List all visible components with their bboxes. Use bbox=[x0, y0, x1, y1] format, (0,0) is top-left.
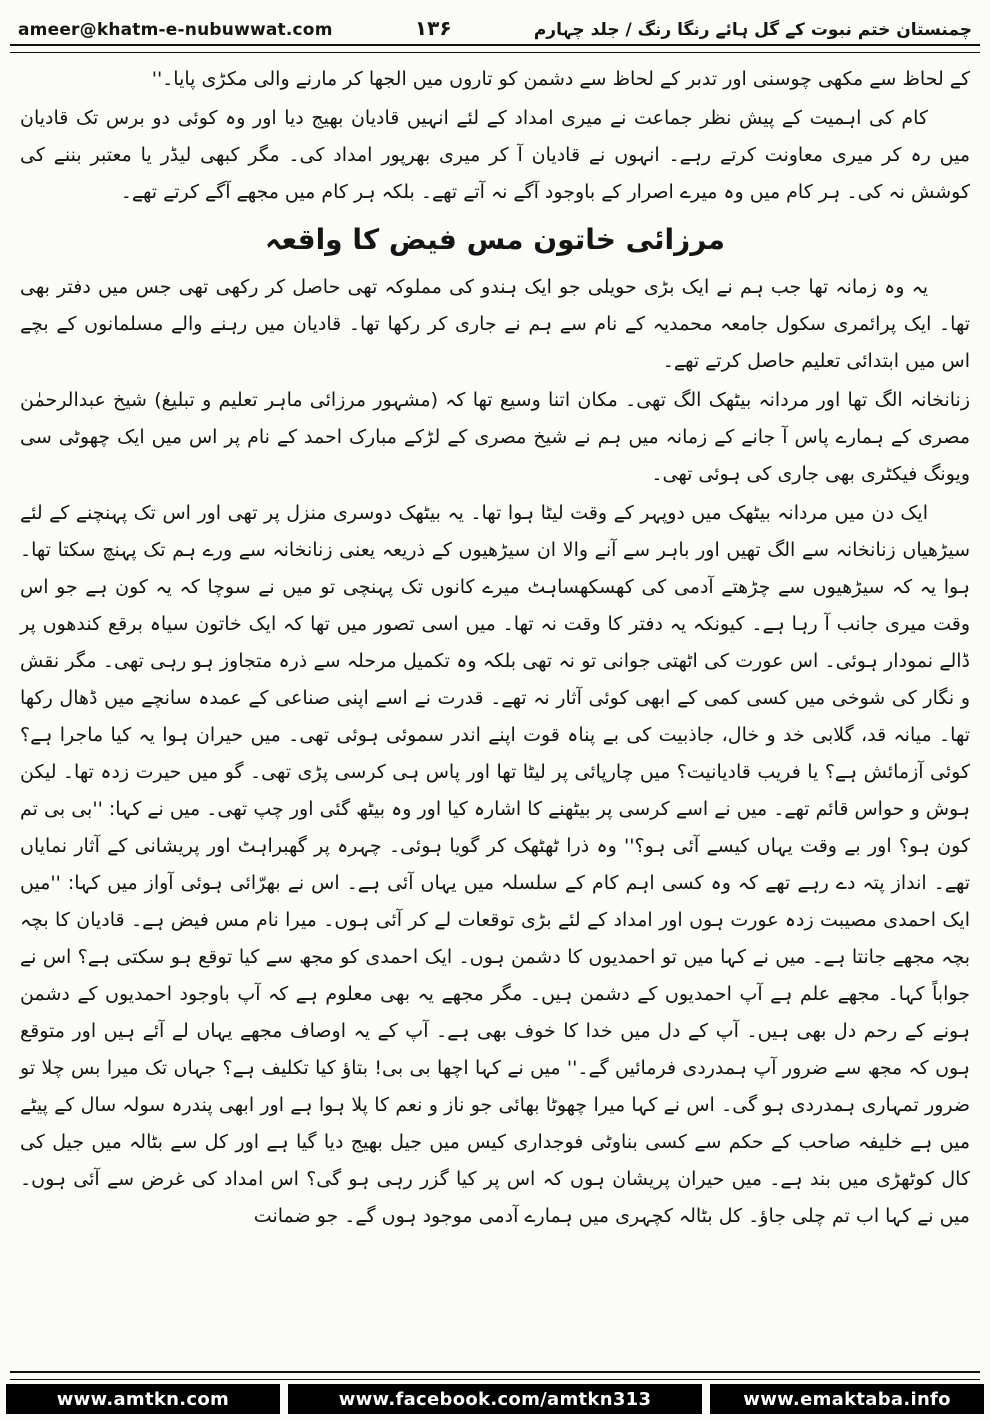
footer-url-facebook: www.facebook.com/amtkn313 bbox=[288, 1384, 702, 1414]
footer-url-emaktaba: www.emaktaba.info bbox=[710, 1384, 984, 1414]
page-header bbox=[0, 0, 990, 44]
page-body bbox=[0, 53, 990, 1371]
paragraph: زنانخانہ الگ تھا اور مردانہ بیٹھک الگ تھی۔ مکان اتنا وسیع تھا کہ (مشہور مرزائی ماہر تعلیم و تبلیغ) شیخ عبدالرحمٰن مصری کے ہمارے پاس آ جانے کے زمانہ میں ہم نے شیخ مصری کے لڑکے مبارک احمد کے نام پر اس میں ایک چھوٹی سی ویونگ فیکٹری بھی جاری کی ہوئی تھی۔ bbox=[20, 389, 970, 485]
header-divider bbox=[10, 44, 980, 53]
paragraph: یہ وہ زمانہ تھا جب ہم نے ایک بڑی حویلی جو ایک ہندو کی مملوکہ تھی حاصل کر رکھی تھی جس میں دفتر بھی تھا۔ ایک پرائمری سکول جامعہ محمدیہ کے نام سے ہم نے جاری کر رکھا تھا۔ قادیان میں رہنے والے مسلمانوں کے بچے اس میں ابتدائی تعلیم حاصل کرتے تھے۔ bbox=[20, 276, 970, 372]
footer-divider bbox=[10, 1371, 980, 1380]
page-number: ۱۳۶ bbox=[414, 16, 452, 40]
footer-url-amtkn: www.amtkn.com bbox=[6, 1384, 280, 1414]
paragraph-continuation: کے لحاظ سے مکھی چوسنی اور تدبر کے لحاظ سے دشمن کو تاروں میں الجھا کر مارنے والی مکڑی پایا۔'' bbox=[151, 68, 970, 90]
book-title: چمنستان ختم نبوت کے گل ہائے رنگا رنگ / جلد چہارم bbox=[533, 20, 972, 40]
page-footer bbox=[0, 1380, 990, 1420]
paragraph: ایک دن میں مردانہ بیٹھک میں دوپہر کے وقت لیٹا ہوا تھا۔ یہ بیٹھک دوسری منزل پر تھی اور اس تک پہنچنے کے لئے سیڑھیاں زنانخانہ سے الگ تھیں اور باہر سے آنے والا ان سیڑھیوں کے ذریعہ یعنی زنانخانہ سے ورے ہم تک پہنچ سکتا تھا۔ ہوا یہ کہ سیڑھیوں سے چڑھتے آدمی کی کھسکھساہٹ میرے کانوں تک پہنچی تو میں نے سوچا کہ یہ کون ہے جو اس وقت میری جانب آ رہا ہے۔ کیونکہ یہ دفتر کا وقت نہ تھا۔ میں اسی تصور میں تھا کہ ایک خاتون سیاہ برقع کندھوں پر ڈالے نمودار ہوئی۔ اس عورت کی اٹھتی جوانی تو نہ تھی بلکہ وہ تکمیل مرحلہ سے ذرہ متجاوز ہو رہی تھی۔ مگر نقش و نگار کی شوخی میں کسی کمی کے ابھی کوئی آثار نہ تھے۔ قدرت نے اسے اپنی صناعی کے عمدہ سانچے میں ڈھال رکھا تھا۔ میانہ قد، گلابی خد و خال، جاذبیت کی بے پناہ قوت اپنے اندر سموئی ہوئی تھی۔ میں حیران ہوا یہ کیا ماجرا ہے؟ کوئی آزمائش ہے؟ یا فریب قادیانیت؟ میں چارپائی پر لیٹا تھا اور پاس ہی کرسی پڑی تھی۔ گو میں حیرت زدہ تھا۔ لیکن ہوش و حواس قائم تھے۔ میں نے اسے کرسی پر بیٹھنے کا اشارہ کیا اور وہ بیٹھ گئی اور چپ تھی۔ میں نے کہا: ''بی بی تم کون ہو؟ اور بے وقت یہاں کیسے آئی ہو؟'' وہ ذرا ٹھٹھک کر گویا ہوئی۔ چہرہ پر گھبراہٹ اور پریشانی کے آثار نمایاں تھے۔ انداز پتہ دے رہے تھے کہ وہ کسی اہم کام کے سلسلہ میں یہاں آئی ہے۔ اس نے بھرّائی ہوئی آواز میں کہا: ''میں ایک احمدی مصیبت زدہ عورت ہوں اور امداد کے لئے بڑی توقعات لے کر آئی ہوں۔ میرا نام مس فیض ہے۔ قادیان کا بچہ بچہ مجھے جانتا ہے۔ میں نے کہا میں تو احمدیوں کا دشمن ہوں۔ ایک احمدی کو مجھ سے کیا توقع ہو سکتی ہے؟ اس نے جواباً کہا۔ مجھے علم ہے آپ احمدیوں کے دشمن ہیں۔ مگر مجھے یہ بھی معلوم ہے کہ آپ باوجود احمدیوں کے دشمن ہونے کے رحم دل بھی ہیں۔ آپ کے دل میں خدا کا خوف بھی ہے۔ آپ کے یہ اوصاف مجھے یہاں لے آئے ہیں اور متوقع ہوں کہ مجھ سے ضرور آپ ہمدردی فرمائیں گے۔'' میں نے کہا اچھا بی بی! بتاؤ کیا تکلیف ہے؟ جہاں تک میرا بس چلا تو ضرور تمہاری ہمدردی ہو گی۔ اس نے کہا میرا چھوٹا بھائی جو ناز و نعم کا پلا ہوا ہے اور ابھی پندرہ سولہ سال کے پیٹے میں ہے خلیفہ صاحب کے حکم سے کسی بناوٹی فوجداری کیس میں جیل بھیج دیا گیا ہے اور کل سے بٹالہ میں جیل کی کال کوٹھڑی میں بند ہے۔ میں حیران پریشان ہوں کہ اس پر کیا گزر رہی ہو گی؟ اس امداد کی غرض سے آئی ہوں۔ میں نے کہا اب تم چلی جاؤ۔ کل بٹالہ کچہری میں ہمارے آدمی موجود ہوں گے۔ جو ضمانت bbox=[20, 502, 970, 1227]
paragraph: کام کی اہمیت کے پیش نظر جماعت نے میری امداد کے لئے انہیں قادیان بھیج دیا اور وہ کوئی دو برس تک قادیان میں رہ کر میری معاونت کرتے رہے۔ انہوں نے قادیان آ کر میری بھرپور امداد کی۔ مگر کبھی لیڈر یا معتبر بننے کی کوشش نہ کی۔ ہر کام میں وہ میرے اصرار کے باوجود آگے نہ آتے تھے۔ بلکہ ہر کام میں مجھے آگے کرتے تھے۔ bbox=[20, 107, 970, 203]
section-heading: مرزائی خاتون مس فیض کا واقعہ bbox=[265, 223, 725, 256]
header-email: ameer@khatm-e-nubuwwat.com bbox=[18, 20, 333, 40]
